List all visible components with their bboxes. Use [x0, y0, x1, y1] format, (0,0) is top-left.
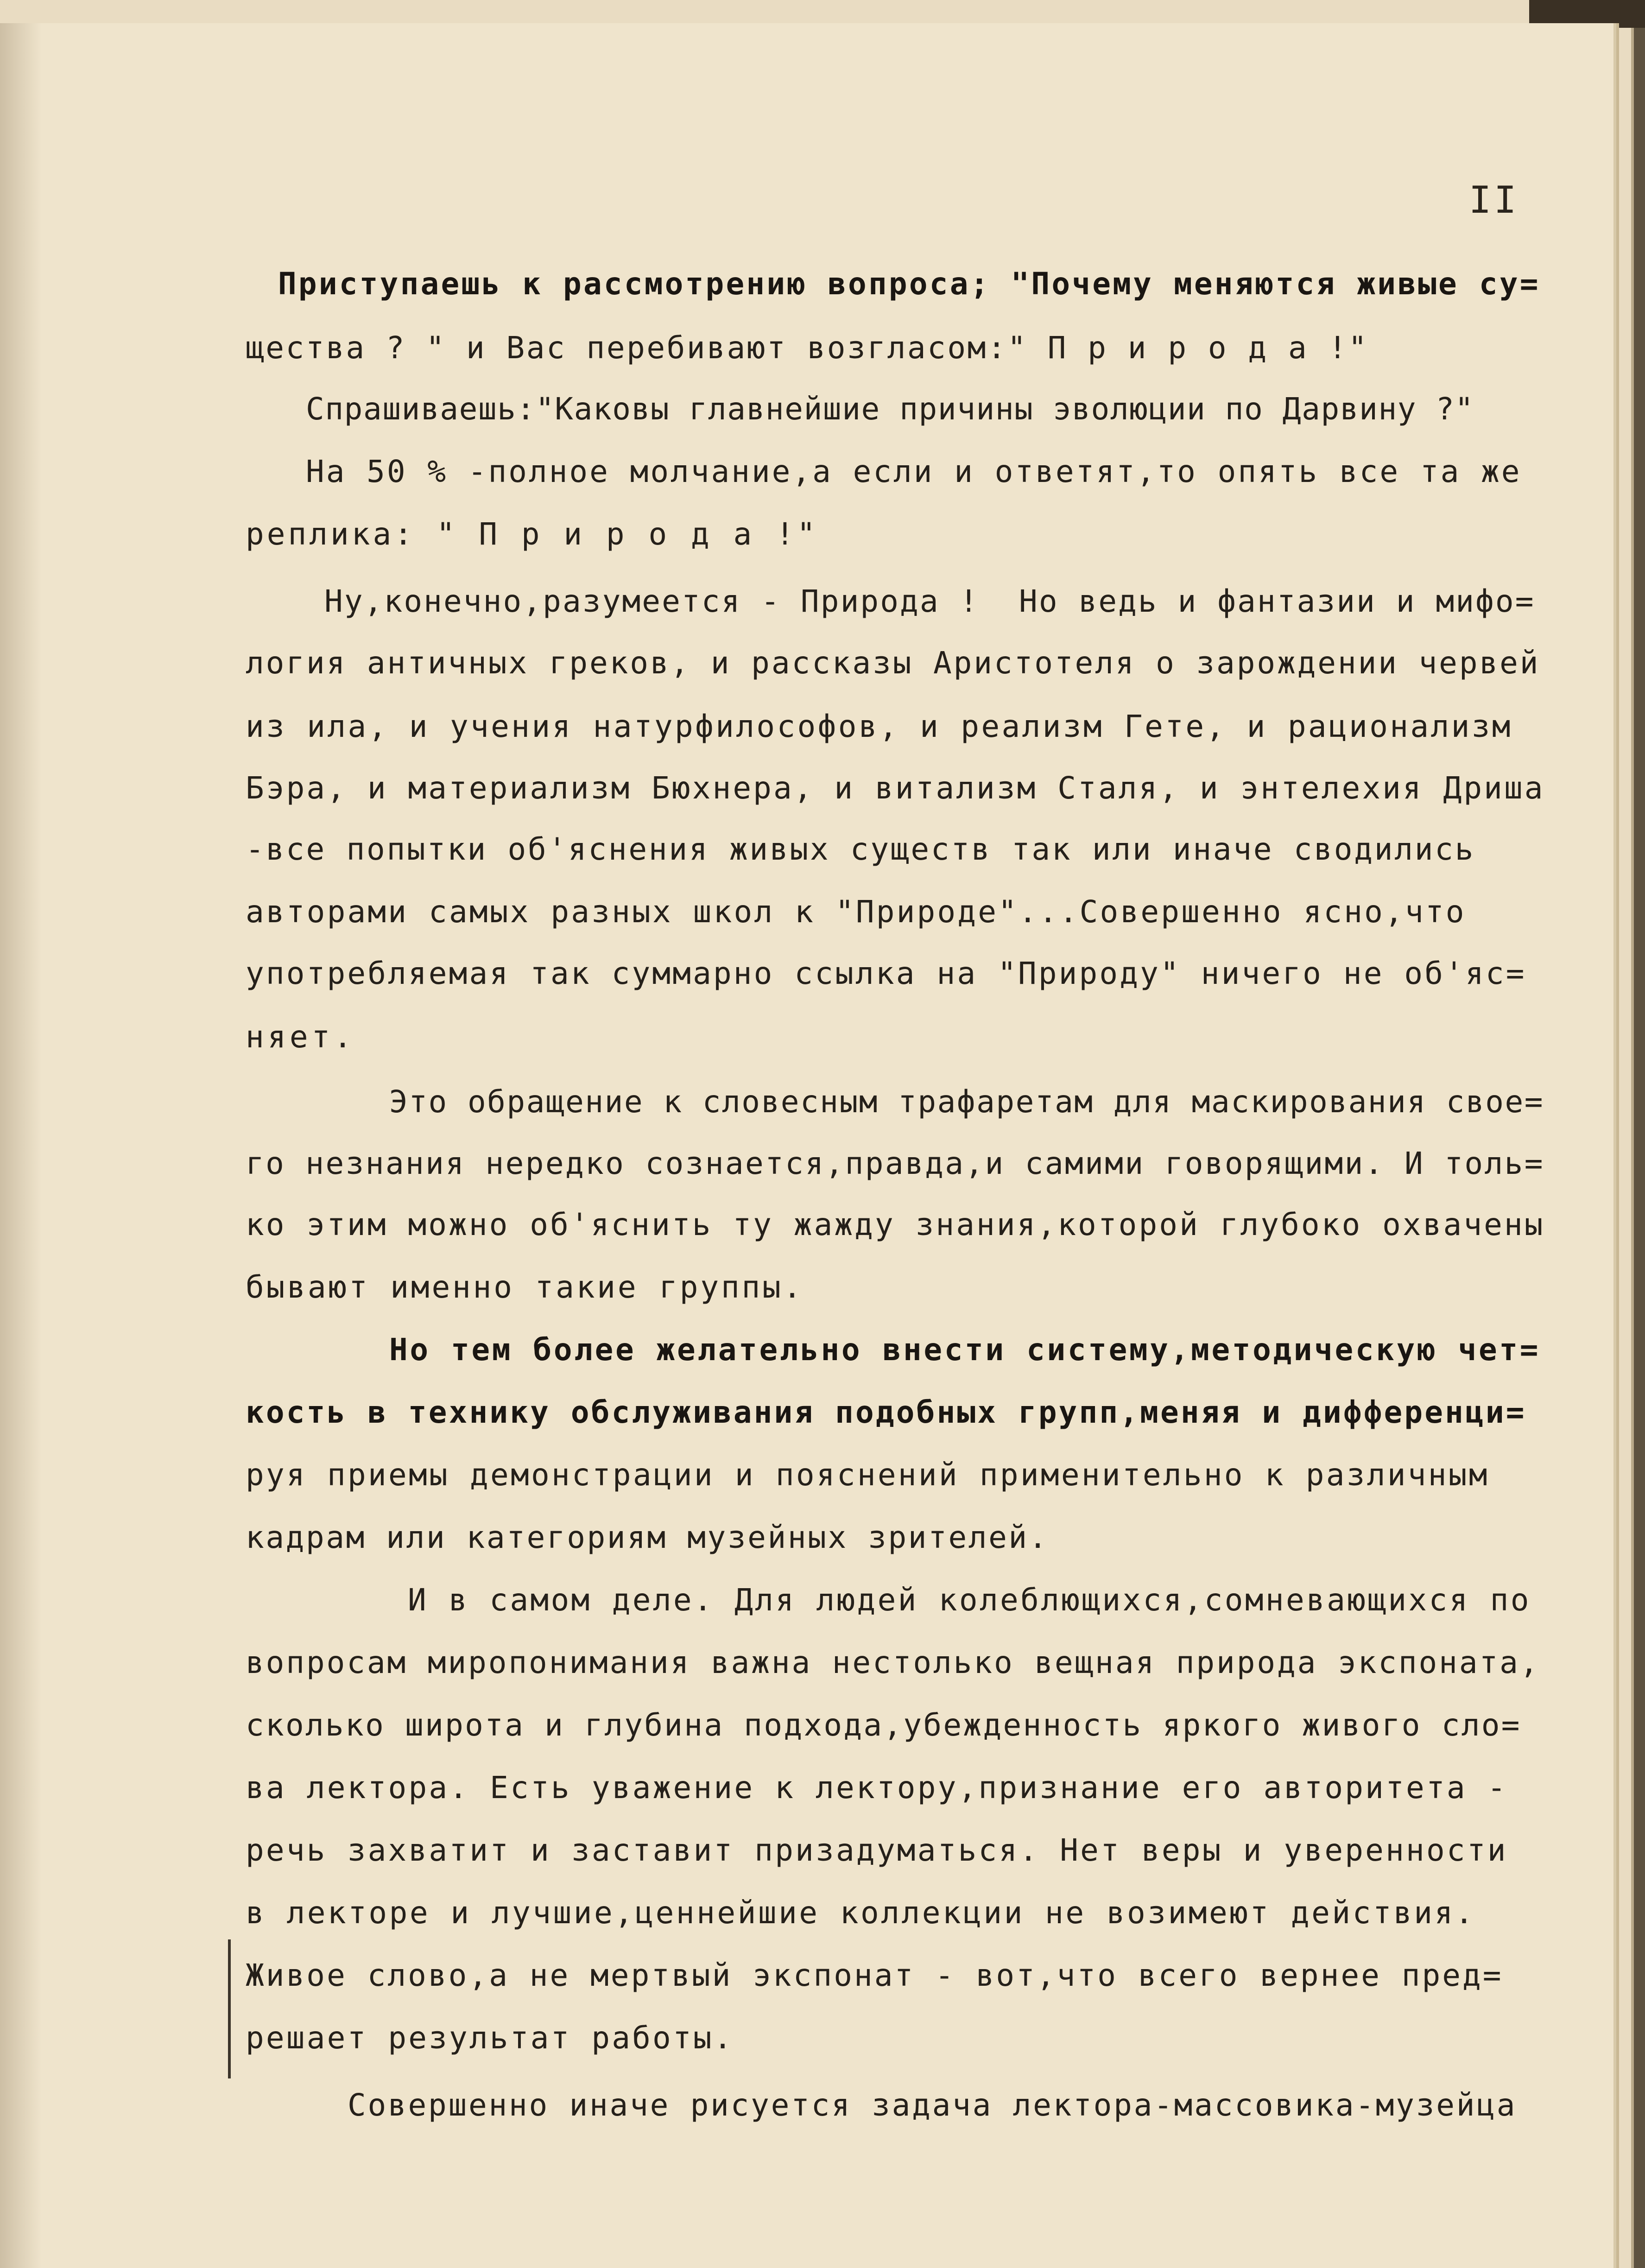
text-line: логия античных греков, и рассказы Аристотеля о зарождении червей [246, 645, 1540, 681]
text-line: Но тем более желательно внести систему,методическую чет= [389, 1332, 1541, 1368]
text-line: кость в технику обслуживания подобных групп,меняя и дифференци= [246, 1394, 1526, 1430]
text-line: На 50 % -полное молчание,а если и ответят,то опять все та же [306, 454, 1522, 489]
text-line: речь захватит и заставит призадуматься. Нет веры и уверенности [246, 1832, 1508, 1868]
text-line: Совершенно иначе рисуется задача лектора-массовика-музейца [348, 2087, 1517, 2123]
text-line: в лекторе и лучшие,ценнейшие коллекции не возимеют действия. [246, 1895, 1475, 1931]
text-line: ко этим можно об'яснить ту жажду знания,которой глубоко охвачены [246, 1207, 1545, 1242]
text-line: Бэра, и материализм Бюхнера, и витализм Сталя, и энтелехия Дриша [246, 770, 1545, 806]
text-line: И в самом деле. Для людей колеблющихся,сомневающихся по [408, 1582, 1531, 1618]
text-line: -все попытки об'яснения живых существ так или иначе сводились [246, 831, 1475, 867]
text-line: Спрашиваешь:"Каковы главнейшие причины эволюции по Дарвину ?" [306, 391, 1474, 427]
text-line: го незнания нередко сознается,правда,и самими говорящими. И толь= [246, 1146, 1544, 1181]
text-line: бывают именно такие группы. [246, 1269, 804, 1305]
text-line: вопросам миропонимания важна нестолько вещная природа экспоната, [246, 1645, 1540, 1680]
text-line: щества ? " и Вас перебивают возгласом:" П р и р о д а !" [246, 330, 1369, 366]
text-line: решает результат работы. [246, 2020, 734, 2056]
text-line: Это обращение к словесным трафаретам для маскирования свое= [389, 1084, 1544, 1120]
text-line: руя приемы демонстрации и пояснений применительно к различным [246, 1457, 1489, 1493]
text-line: из ила, и учения натурфилософов, и реализм Гете, и рационализм [246, 709, 1512, 744]
text-line: реплика: " П р и р о д а !" [246, 516, 818, 552]
text-line: ва лектора. Есть уважение к лектору,признание его авторитета - [246, 1770, 1508, 1806]
text-line: Ну,конечно,разумеется - Природа ! Но ведь и фантазии и мифо= [324, 583, 1535, 619]
margin-mark [228, 1939, 231, 2078]
binding-shadow [0, 23, 42, 2268]
text-line: няет. [246, 1019, 356, 1055]
text-line: употребляемая так суммарно ссылка на "Природу" ничего не об'яс= [246, 956, 1526, 991]
page-number: II [1469, 178, 1519, 222]
text-line: авторами самых разных школ к "Природе"...Совершенно ясно,что [246, 894, 1466, 930]
text-line: кадрам или категориям музейных зрителей. [246, 1520, 1049, 1555]
text-line: Приступаешь к рассмотрению вопроса; "Почему меняются живые су= [278, 266, 1540, 302]
text-line: сколько широта и глубина подхода,убежденность яркого живого сло= [246, 1707, 1521, 1743]
text-line: Живое слово,а не мертвый экспонат - вот,что всего вернее пред= [246, 1958, 1503, 1993]
